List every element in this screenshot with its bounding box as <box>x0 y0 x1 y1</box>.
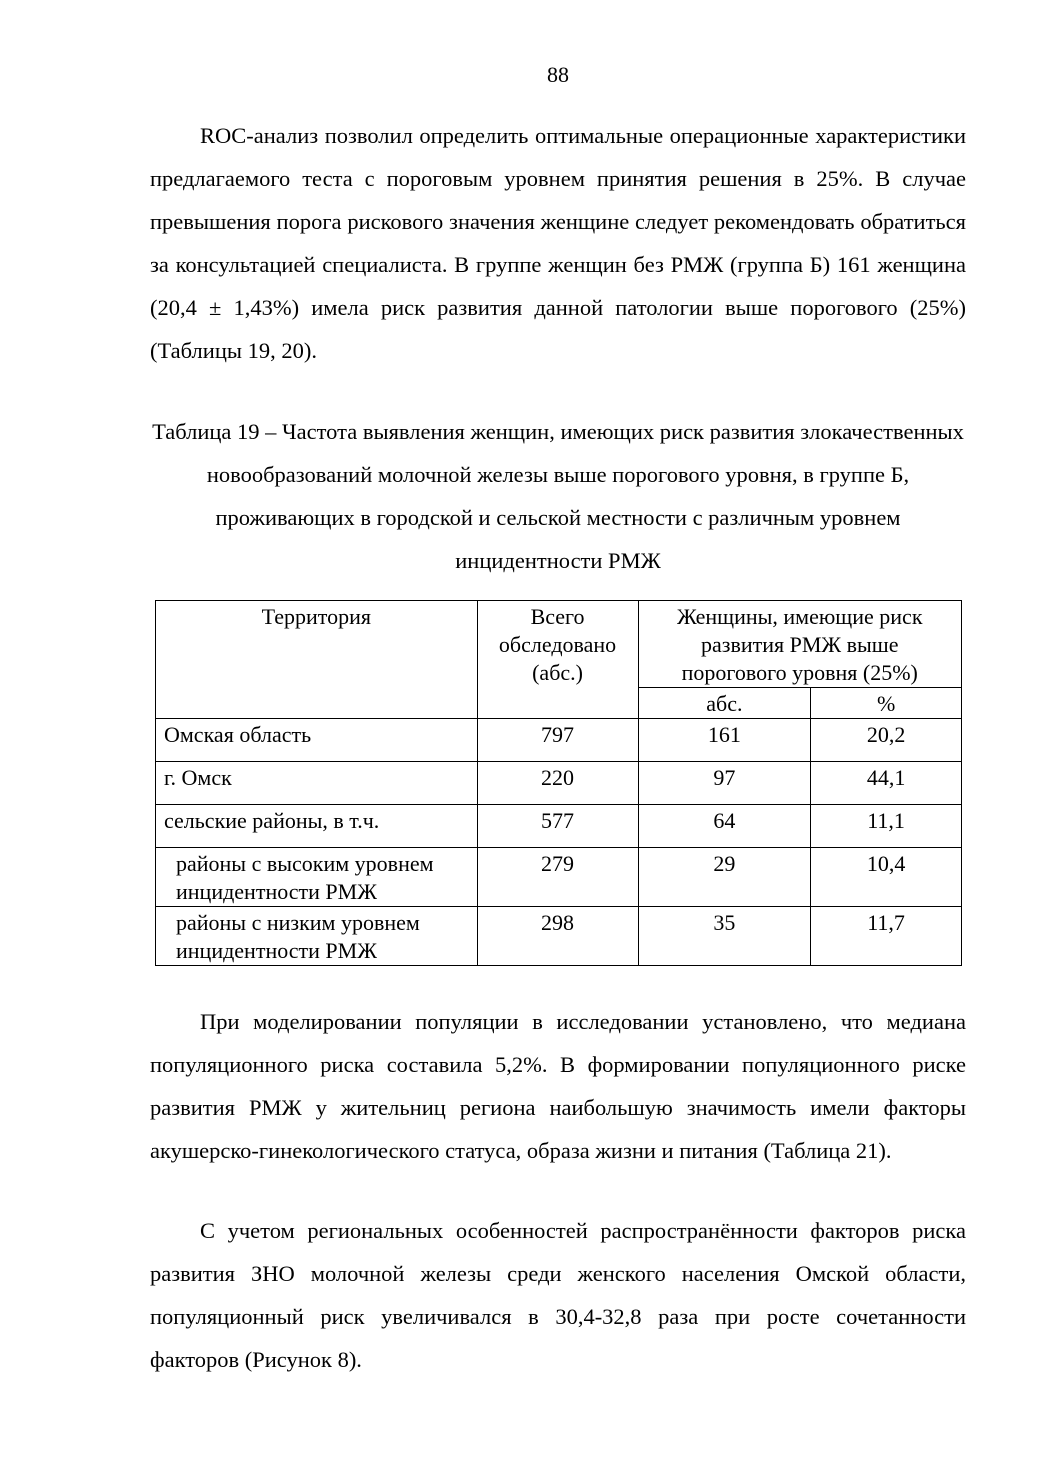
table-row <box>156 907 962 966</box>
paragraph-population-model: При моделировании популяции в исследовании установлено, что медиана популяционного риска составила 5,2%. В формировании популяционного риске развития РМЖ у жительниц региона наибольшую значимость имели факторы акушерско-гинекологического статуса, образа жизни и питания (Таблица 21). <box>150 1009 966 1163</box>
cell-percent: 10,4 <box>811 848 962 907</box>
cell-abs: 161 <box>638 719 811 762</box>
cell-abs: 29 <box>638 848 811 907</box>
cell-percent: 11,1 <box>811 805 962 848</box>
header-abs: абс. <box>638 688 811 719</box>
cell-territory: Омская область <box>156 719 478 762</box>
cell-total: 220 <box>477 762 638 805</box>
paragraph-roc-analysis: ROC-анализ позволил определить оптимальные операционные характеристики предлагаемого теста с пороговым уровнем принятия решения в 25%. В случае превышения порога рискового значения женщине следует рекомендовать обратиться за консультацией специалиста. В группе женщин без РМЖ (группа Б) 161 женщина (20,4 ± 1,43%) имела риск развития данной патологии выше порогового (25%) (Таблицы 19, 20). <box>150 123 966 363</box>
header-total: Всего обследовано (абс.) <box>477 601 638 719</box>
cell-percent: 11,7 <box>811 907 962 966</box>
table-caption: Таблица 19 – Частота выявления женщин, имеющих риск развития злокачественных новообразований молочной железы выше порогового уровня, в группе Б, проживающих в городской и сельской местности с различным уровнем инцидентности РМЖ <box>152 419 964 573</box>
header-territory: Территория <box>156 601 478 719</box>
cell-total: 279 <box>477 848 638 907</box>
header-women-risk: Женщины, имеющие риск развития РМЖ выше порогового уровня (25%) <box>638 601 961 688</box>
cell-abs: 97 <box>638 762 811 805</box>
cell-total: 298 <box>477 907 638 966</box>
cell-territory: районы с высоким уровнем инцидентности РМЖ <box>156 848 478 907</box>
table-row <box>156 762 962 805</box>
cell-territory: районы с низким уровнем инцидентности РМЖ <box>156 907 478 966</box>
cell-total: 577 <box>477 805 638 848</box>
cell-percent: 44,1 <box>811 762 962 805</box>
table-header-row <box>156 601 962 688</box>
cell-territory: сельские районы, в т.ч. <box>156 805 478 848</box>
data-table <box>155 600 962 966</box>
header-percent: % <box>811 688 962 719</box>
cell-abs: 64 <box>638 805 811 848</box>
page-number: 88 <box>547 62 569 87</box>
table-row <box>156 805 962 848</box>
paragraph-regional-factors: С учетом региональных особенностей распространённости факторов риска развития ЗНО молочной железы среди женского населения Омской области, популяционный риск увеличивался в 30,4-32,8 раза при росте сочетанности факторов (Рисунок 8). <box>150 1218 966 1372</box>
cell-territory: г. Омск <box>156 762 478 805</box>
cell-abs: 35 <box>638 907 811 966</box>
cell-percent: 20,2 <box>811 719 962 762</box>
table-row <box>156 719 962 762</box>
cell-total: 797 <box>477 719 638 762</box>
table-row <box>156 848 962 907</box>
